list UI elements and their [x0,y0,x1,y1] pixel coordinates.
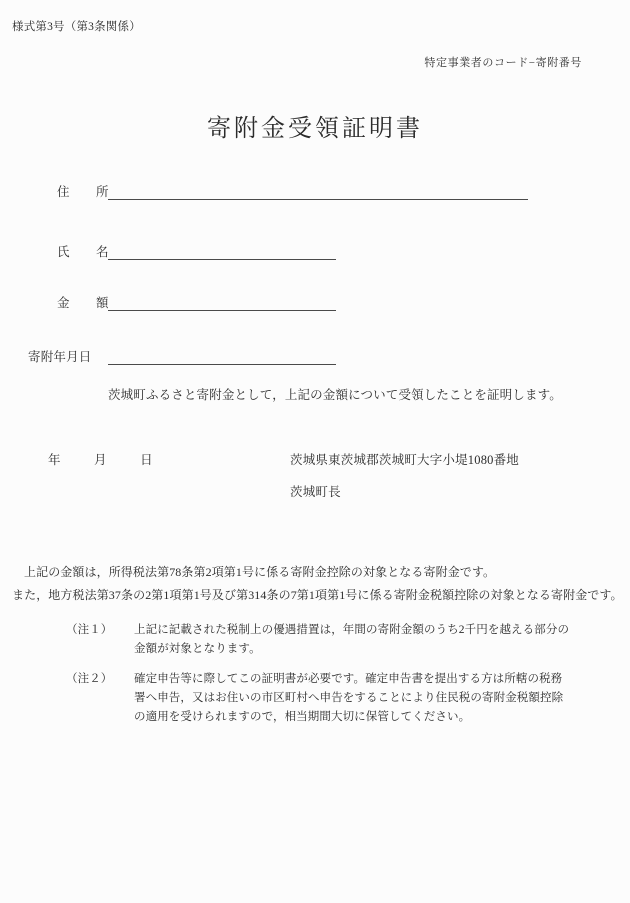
field-label-donation-date: 寄附年月日 [28,350,92,364]
year-label: 年 [48,453,61,467]
legal-notice-income-tax: 上記の金額は，所得税法第78条第2項第1号に係る寄附金控除の対象となる寄附金です。 [24,565,496,579]
field-row-amount [0,291,630,311]
note-line: 上記に記載された税制上の優遇措置は，年間の寄附金額のうち2千円を越える部分の [134,624,570,636]
field-rule-donation-date[interactable] [108,364,336,365]
field-row-name [0,240,630,260]
note-line: の適用を受けられますので，相当期間大切に保管してください。 [134,711,471,723]
field-row-donation-date [0,345,630,365]
field-label-amount: 金 額 [57,296,116,310]
field-rule-name[interactable] [108,259,336,260]
note-marker: （注１） [66,624,113,636]
issuer-address: 茨城県東茨城郡茨城町大字小堤1080番地 [290,453,520,467]
note-item [66,670,626,727]
field-label-address: 住 所 [57,185,116,199]
field-row-address [0,180,630,200]
note-line: 確定申告等に際してこの証明書が必要です。確定申告書を提出する方は所轄の税務 [134,673,563,685]
certification-statement: 茨城町ふるさと寄附金として，上記の金額について受領したことを証明します。 [108,388,562,402]
note-marker: （注２） [66,673,113,685]
legal-notice-local-tax: また，地方税法第37条の2第1項第1号及び第314条の7第1項第1号に係る寄附金税額控除の対象となる寄附金です。 [12,588,623,602]
notes-section [66,621,626,727]
note-line: 署へ申告，又はお住いの市区町村へ申告をすることにより住民税の寄附金税額控除 [134,692,564,704]
month-label: 月 [94,453,107,467]
business-code-donation-number-label: 特定事業者のコード−寄附番号 [424,57,582,69]
note-body [134,621,626,659]
signature-date-blanks [48,450,153,468]
note-body [134,670,626,727]
field-rule-address[interactable] [108,199,528,200]
form-number: 様式第3号（第3条関係） [12,21,141,33]
field-rule-amount[interactable] [108,310,336,311]
page-title: 寄附金受領証明書 [207,116,423,142]
note-item [66,621,626,659]
field-label-name: 氏 名 [57,245,116,259]
note-line: 金額が対象となります。 [134,643,261,655]
day-label: 日 [140,453,153,467]
issuer-name: 茨城町長 [290,485,341,499]
